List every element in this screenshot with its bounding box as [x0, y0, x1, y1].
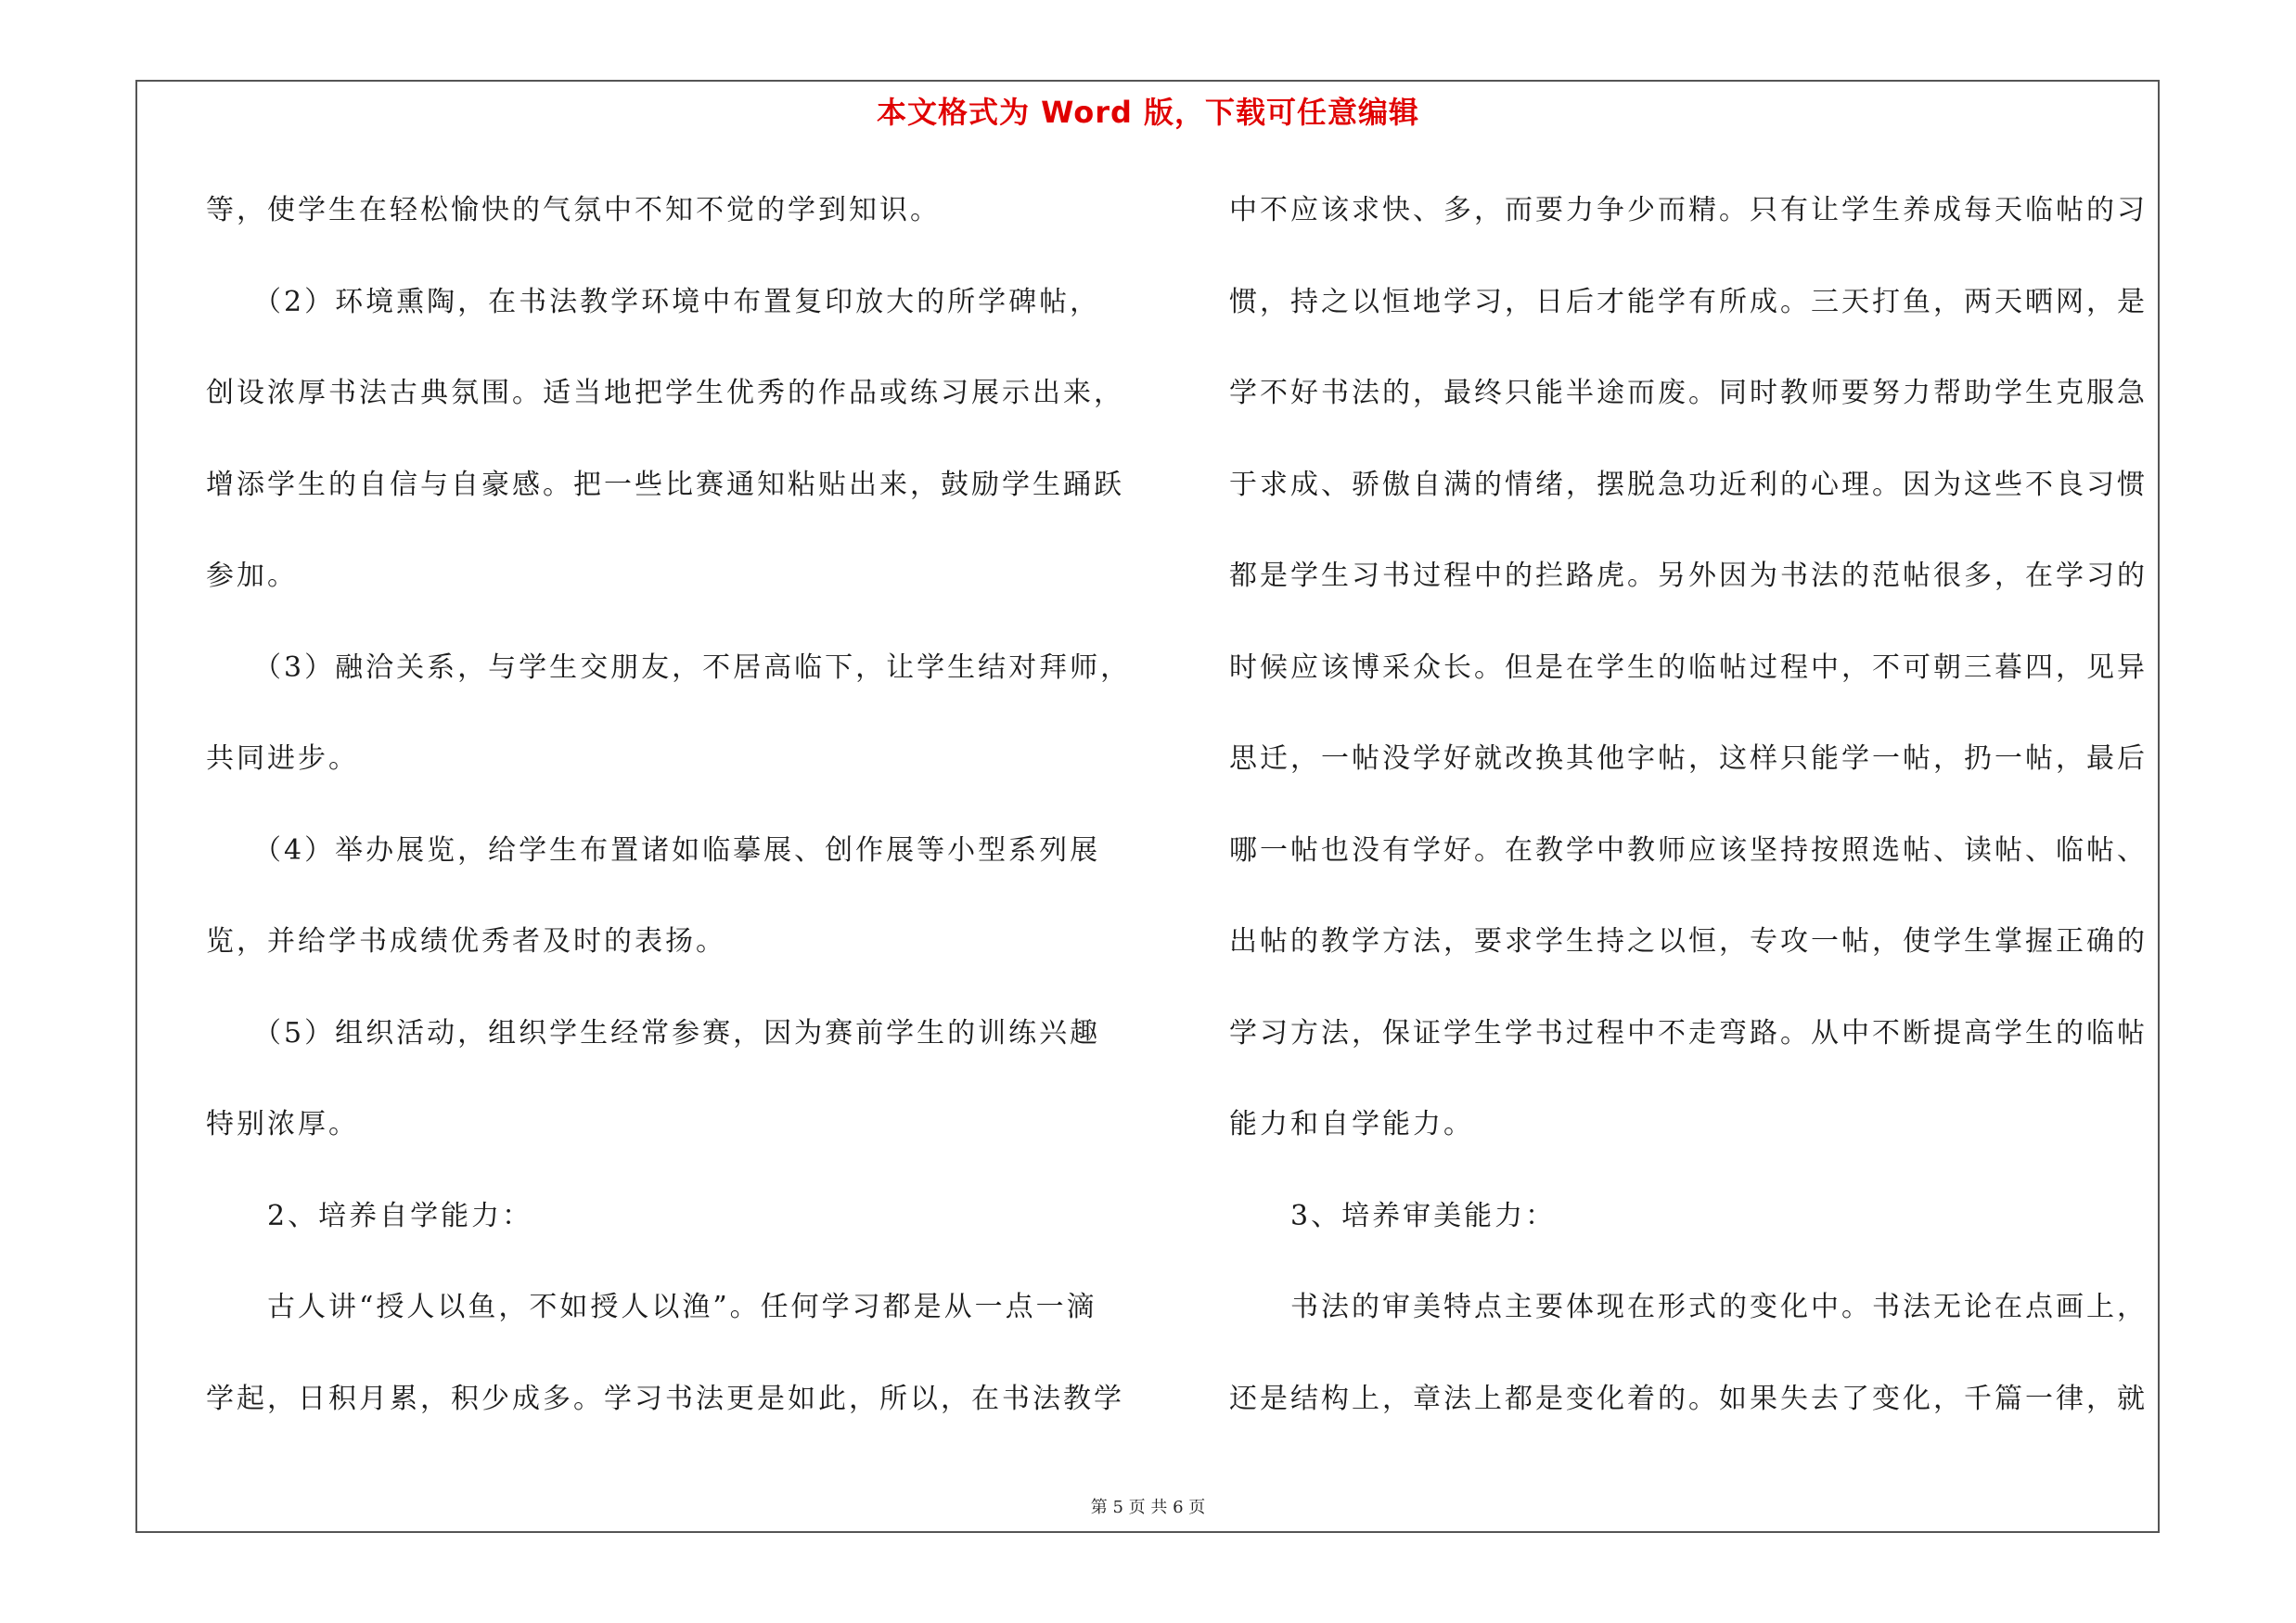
text-line: 能力和自学能力。 — [1229, 1108, 1474, 1140]
text-line: 还是结构上，章法上都是变化着的。如果失去了变化，千篇一律，就 — [1229, 1382, 2148, 1415]
text-line: 特别浓厚。 — [206, 1108, 359, 1140]
text-line: 参加。 — [206, 560, 298, 592]
text-line: 等，使学生在轻松愉快的气氛中不知不觉的学到知识。 — [206, 194, 941, 226]
text-line: 出帖的教学方法，要求学生持之以恒，专攻一帖，使学生掌握正确的 — [1229, 925, 2148, 958]
left-text-column — [206, 183, 1152, 1462]
text-line: （5）组织活动，组织学生经常参赛，因为赛前学生的训练兴趣 — [206, 1016, 1101, 1050]
text-line: 学不好书法的，最终只能半途而废。同时教师要努力帮助学生克服急 — [1229, 377, 2148, 409]
document-header: 本文格式为 Word 版，下载可任意编辑 — [876, 95, 1420, 130]
text-line: 时候应该博采众长。但是在学生的临帖过程中，不可朝三暮四，见异 — [1229, 650, 2148, 684]
section-heading: 3、培养审美能力： — [1229, 1199, 1557, 1232]
text-line: 思迁，一帖没学好就改换其他字帖，这样只能学一帖，扔一帖，最后 — [1229, 742, 2148, 775]
right-text-column — [1229, 183, 2157, 1462]
text-line: （4）举办展览，给学生布置诸如临摹展、创作展等小型系列展 — [206, 833, 1101, 867]
section-heading: 2、培养自学能力： — [206, 1199, 533, 1232]
text-line: 增添学生的自信与自豪感。把一些比赛通知粘贴出来，鼓励学生踊跃 — [206, 468, 1124, 501]
text-line: 学习方法，保证学生学书过程中不走弯路。从中不断提高学生的临帖 — [1229, 1016, 2148, 1050]
text-line: 古人讲“授人以鱼，不如授人以渔”。任何学习都是从一点一滴 — [206, 1291, 1097, 1323]
text-line: 于求成、骄傲自满的情绪，摆脱急功近利的心理。因为这些不良习惯 — [1229, 468, 2148, 501]
text-line: （3）融洽关系，与学生交朋友，不居高临下，让学生结对拜师， — [206, 650, 1132, 684]
text-line: 惯，持之以恒地学习，日后才能学有所成。三天打鱼，两天晒网，是 — [1229, 285, 2148, 318]
text-line: 创设浓厚书法古典氛围。适当地把学生优秀的作品或练习展示出来， — [206, 377, 1124, 409]
text-line: 书法的审美特点主要体现在形式的变化中。书法无论在点画上， — [1229, 1291, 2148, 1323]
text-line: （2）环境熏陶，在书法教学环境中布置复印放大的所学碑帖， — [206, 285, 1101, 318]
text-line: 览，并给学书成绩优秀者及时的表扬。 — [206, 925, 726, 958]
text-line: 哪一帖也没有学好。在教学中教师应该坚持按照选帖、读帖、临帖、 — [1229, 833, 2148, 867]
text-line: 学起，日积月累，积少成多。学习书法更是如此，所以，在书法教学 — [206, 1382, 1124, 1415]
text-line: 都是学生习书过程中的拦路虎。另外因为书法的范帖很多，在学习的 — [1229, 560, 2148, 592]
text-line: 共同进步。 — [206, 742, 359, 775]
text-line: 中不应该求快、多，而要力争少而精。只有让学生养成每天临帖的习 — [1229, 194, 2148, 226]
page-number-footer: 第 5 页 共 6 页 — [1090, 1498, 1206, 1517]
